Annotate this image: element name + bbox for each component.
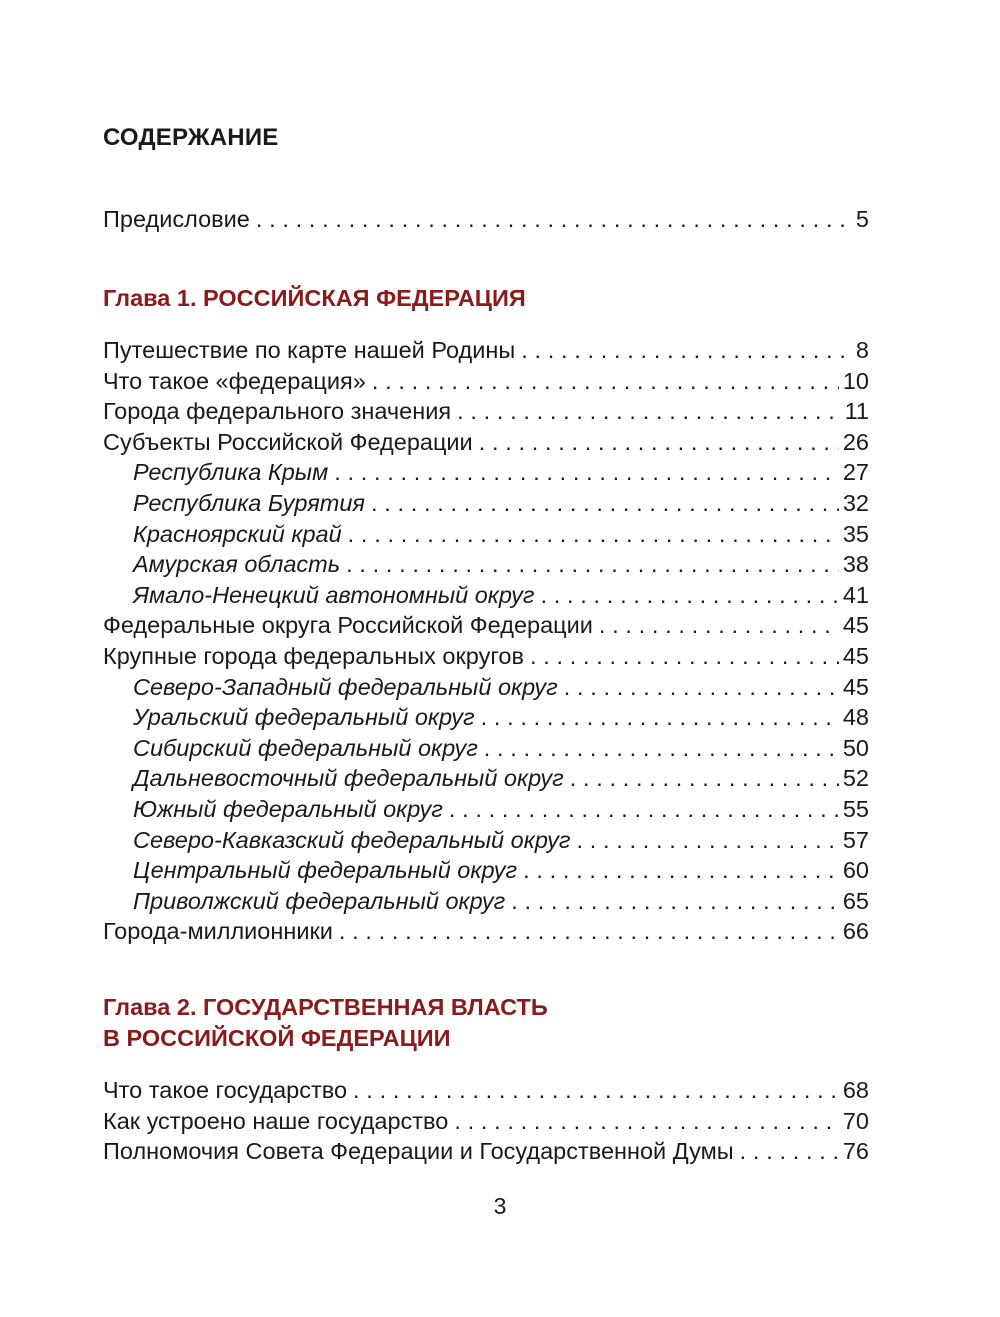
entry-label: Что такое государство	[103, 1077, 348, 1103]
toc-entry[interactable]	[133, 580, 869, 610]
entry-page: 38	[842, 551, 869, 578]
dot-leader	[599, 610, 839, 640]
toc-entry[interactable]	[133, 702, 869, 732]
dot-leader	[740, 1136, 839, 1166]
toc-entry[interactable]	[103, 396, 869, 426]
dot-leader	[523, 855, 839, 885]
dot-leader	[541, 580, 839, 610]
entry-label: Города-миллионники	[103, 918, 333, 945]
toc-entry[interactable]	[103, 1075, 869, 1105]
entry-page: 45	[842, 612, 869, 639]
entry-page: 48	[842, 704, 869, 731]
entry-label: Ямало-Ненецкий автономный округ	[133, 581, 535, 608]
entry-label: Уральский федеральный округ	[133, 704, 475, 731]
dot-leader	[371, 488, 839, 518]
entry-page: 55	[842, 796, 869, 822]
entry-page: 26	[842, 428, 869, 455]
chapter-2-heading-line-1: Глава 2. ГОСУДАРСТВЕННАЯ ВЛАСТЬ	[103, 994, 548, 1020]
entry-page: 50	[842, 734, 869, 761]
dot-leader	[334, 457, 839, 487]
toc-entry[interactable]	[133, 855, 869, 885]
entry-page: 60	[842, 857, 869, 884]
toc-entry[interactable]	[103, 916, 869, 946]
dot-leader	[530, 641, 839, 671]
entry-label: Что такое «федерация»	[103, 367, 366, 394]
entry-page: 45	[842, 673, 869, 700]
dot-leader	[348, 519, 839, 549]
dot-leader	[372, 366, 839, 396]
chapter-1-heading: Глава 1. РОССИЙСКАЯ ФЕДЕРАЦИЯ	[103, 285, 526, 311]
entry-label: Центральный федеральный округ	[133, 857, 518, 884]
entry-page: 52	[842, 765, 869, 792]
dot-leader	[479, 427, 839, 457]
toc-entry[interactable]	[133, 825, 869, 855]
dot-leader	[511, 886, 839, 916]
dot-leader	[449, 794, 839, 824]
dot-leader	[570, 763, 839, 793]
dot-leader	[256, 204, 852, 234]
entry-page: 8	[855, 337, 869, 363]
dot-leader	[521, 335, 852, 365]
entry-label: Красноярский край	[133, 520, 342, 547]
toc-title: СОДЕРЖАНИЕ	[103, 124, 279, 151]
entry-label: Полномочия Совета Федерации и Государственной Думы	[103, 1138, 734, 1165]
toc-entry[interactable]	[103, 641, 869, 671]
entry-label: Дальневосточный федеральный округ	[133, 765, 564, 792]
entry-label: Крупные города федеральных округов	[103, 643, 524, 669]
entry-page: 11	[844, 398, 869, 425]
entry-page: 66	[842, 918, 869, 945]
entry-label: Республика Бурятия	[133, 490, 365, 516]
page-number: 3	[493, 1193, 507, 1219]
entry-page: 70	[842, 1107, 869, 1134]
chapter-2-heading-line-2: В РОССИЙСКОЙ ФЕДЕРАЦИИ	[103, 1025, 451, 1051]
entry-label: Предисловие	[103, 206, 250, 232]
toc-entry[interactable]	[103, 1106, 869, 1136]
entry-label: Южный федеральный округ	[133, 796, 443, 822]
entry-page: 5	[855, 206, 869, 232]
entry-label: Сибирский федеральный округ	[133, 734, 478, 761]
entry-label: Республика Крым	[133, 459, 329, 486]
toc-entry[interactable]	[133, 549, 869, 579]
entry-page: 10	[842, 367, 869, 394]
dot-leader	[484, 733, 839, 763]
toc-entry[interactable]	[133, 733, 869, 763]
entry-label: Северо-Западный федеральный округ	[133, 673, 558, 700]
dot-leader	[353, 1075, 839, 1105]
entry-label: Северо-Кавказский федеральный округ	[133, 826, 571, 853]
entry-page: 32	[842, 490, 869, 516]
toc-entry[interactable]	[133, 794, 869, 824]
toc-entry[interactable]	[103, 366, 869, 396]
entry-page: 57	[842, 826, 869, 853]
entry-page: 41	[842, 581, 869, 608]
toc-entry[interactable]	[103, 1136, 869, 1166]
toc-entry-preface[interactable]	[103, 204, 869, 234]
dot-leader	[564, 672, 839, 702]
entry-page: 76	[842, 1138, 869, 1165]
entry-label: Федеральные округа Российской Федерации	[103, 612, 593, 639]
entry-label: Субъекты Российской Федерации	[103, 428, 473, 455]
entry-label: Амурская область	[133, 551, 341, 578]
dot-leader	[576, 825, 838, 855]
toc-entry[interactable]	[133, 457, 869, 487]
toc-entry[interactable]	[103, 610, 869, 640]
entry-label: Путешествие по карте нашей Родины	[103, 337, 516, 363]
entry-page: 27	[842, 459, 869, 486]
toc-entry[interactable]	[103, 335, 869, 365]
entry-label: Как устроено наше государство	[103, 1107, 449, 1134]
entry-page: 45	[842, 643, 869, 669]
dot-leader	[457, 396, 841, 426]
toc-entry[interactable]	[133, 519, 869, 549]
dot-leader	[454, 1106, 839, 1136]
toc-entry[interactable]	[103, 427, 869, 457]
entry-label: Приволжский федеральный округ	[133, 887, 506, 914]
toc-entry[interactable]	[133, 763, 869, 793]
dot-leader	[346, 549, 839, 579]
toc-entry[interactable]	[133, 672, 869, 702]
dot-leader	[481, 702, 839, 732]
toc-entry[interactable]	[133, 488, 869, 518]
entry-label: Города федерального значения	[103, 398, 452, 425]
dot-leader	[339, 916, 839, 946]
toc-entry[interactable]	[133, 886, 869, 916]
entry-page: 35	[842, 520, 869, 547]
entry-page: 68	[842, 1077, 869, 1103]
entry-page: 65	[842, 887, 869, 914]
